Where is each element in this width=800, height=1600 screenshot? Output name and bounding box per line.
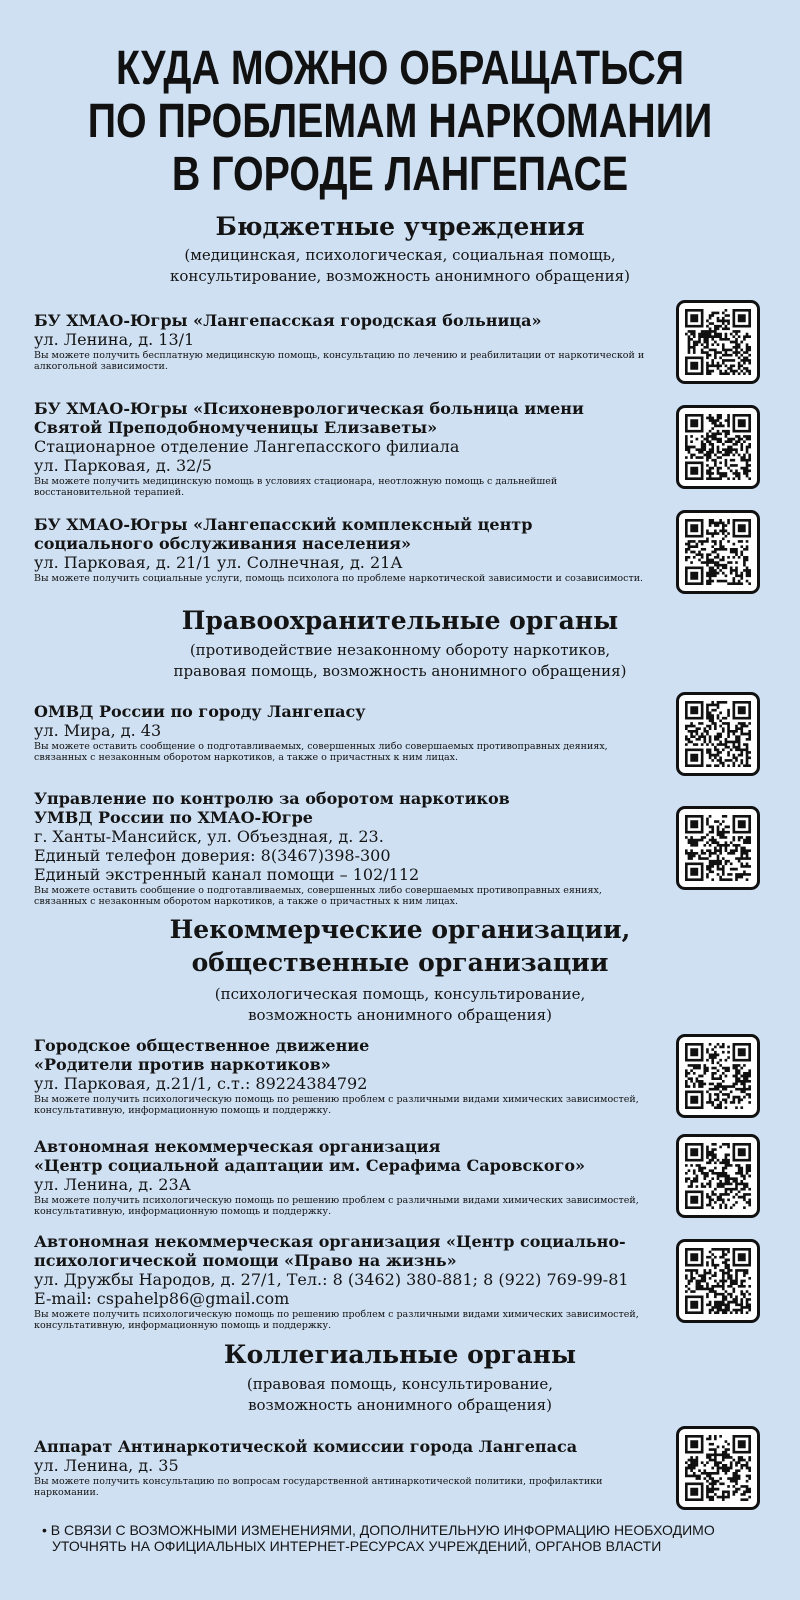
entry-description: Вы можете оставить сообщение о подготавливаемых, совершенных либо совершаемых противоправных еяниях, связанных с незаконным оборотом наркотиков, а также о причастных к ним лицах. <box>34 885 602 907</box>
section-heading-budget: Бюджетные учреждения <box>215 212 585 241</box>
qr-finder <box>733 701 751 719</box>
section-sub-budget-2: консультирование, возможность анонимного обращения) <box>170 267 630 285</box>
entry-name: Городское общественное движение <box>34 1036 370 1055</box>
entry-city-hospital <box>34 311 654 372</box>
entry-description: Вы можете получить бесплатную медицинскую помощь, консультацию по лечению и реабилитации от наркотической и алкогольной зависимости. <box>34 350 645 372</box>
qr-finder <box>733 1043 751 1061</box>
section-heading-ngo-2: общественные организации <box>191 948 609 977</box>
entry-description: Вы можете получить социальные услуги, помощь психолога по проблеме наркотической зависимости и созависимости. <box>34 573 644 584</box>
qr-pattern <box>685 701 751 767</box>
footer-note-line-2: УТОЧНЯТЬ НА ОФИЦИАЛЬНЫХ ИНТЕРНЕТ-РЕСУРСАХ УЧРЕЖДЕНИЙ, ОРГАНОВ ВЛАСТИ <box>52 1538 662 1554</box>
qr-code-icon[interactable] <box>676 405 760 489</box>
qr-finder <box>733 1143 751 1161</box>
qr-finder <box>685 462 703 480</box>
qr-pattern <box>685 815 751 881</box>
qr-finder <box>685 567 703 585</box>
entry-description: Вы можете получить консультацию по вопросам государственной антинаркотической политики, профилактики наркомании. <box>34 1476 603 1498</box>
entry-address: Стационарное отделение Лангепасского филиала <box>34 437 460 456</box>
qr-finder <box>685 1143 703 1161</box>
section-heading-collegial: Коллегиальные органы <box>223 1340 577 1369</box>
qr-code-icon[interactable] <box>676 1034 760 1118</box>
qr-finder <box>685 1248 703 1266</box>
entry-name-2: «Родители против наркотиков» <box>34 1055 331 1074</box>
qr-finder <box>685 701 703 719</box>
qr-finder <box>685 815 703 833</box>
qr-finder <box>733 1248 751 1266</box>
entry-name-2: УМВД России по ХМАО-Югре <box>34 808 313 827</box>
entry-description: Вы можете получить психологическую помощь по решению проблем с различными видами химических зависимостей, консультативную, информационную помощь и поддержку. <box>34 1195 639 1217</box>
qr-finder <box>733 1435 751 1453</box>
qr-finder <box>685 519 703 537</box>
qr-finder <box>685 357 703 375</box>
entry-address: ул. Дружбы Народов, д. 27/1, Тел.: 8 (3462) 380-881; 8 (922) 769-99-81 <box>34 1270 629 1289</box>
entry-address: ул. Мира, д. 43 <box>34 721 162 740</box>
qr-pattern <box>685 414 751 480</box>
entry-address: ул. Ленина, д. 13/1 <box>34 330 195 349</box>
qr-finder <box>685 1043 703 1061</box>
qr-pattern <box>685 519 751 585</box>
qr-code-icon[interactable] <box>676 1239 760 1323</box>
qr-finder <box>733 309 751 327</box>
section-sub-law-2: правовая помощь, возможность анонимного обращения) <box>173 662 627 680</box>
entry-omvd <box>34 702 654 763</box>
entry-address: ул. Ленина, д. 35 <box>34 1456 179 1475</box>
section-sub-ngo-2: возможность анонимного обращения) <box>248 1006 552 1024</box>
title-line-2: ПО ПРОБЛЕМАМ НАРКОМАНИИ <box>87 95 713 148</box>
entry-address: ул. Парковая, д. 21/1 ул. Солнечная, д. 21А <box>34 553 403 572</box>
section-sub-law-1: (противодействие незаконному обороту наркотиков, <box>189 641 611 659</box>
entry-description: Вы можете получить психологическую помощь по решению проблем с различными видами химических зависимостей, консультативную, информационную помощь и поддержку. <box>34 1094 639 1116</box>
qr-pattern <box>685 1043 751 1109</box>
entry-email: E-mail: cspahelp86@gmail.com <box>34 1289 290 1308</box>
entry-address: ул. Ленина, д. 23А <box>34 1175 191 1194</box>
qr-finder <box>733 519 751 537</box>
qr-finder <box>685 309 703 327</box>
entry-seraphim-center <box>34 1137 654 1217</box>
entry-name-2: психологической помощи «Право на жизнь» <box>34 1251 457 1270</box>
section-sub-collegial-1: (правовая помощь, консультирование, <box>246 1375 554 1393</box>
entry-name: Автономная некоммерческая организация <box>34 1137 441 1156</box>
title-line-1: КУДА МОЖНО ОБРАЩАТЬСЯ <box>115 42 685 95</box>
qr-finder <box>733 414 751 432</box>
qr-code-icon[interactable] <box>676 510 760 594</box>
qr-pattern <box>685 1248 751 1314</box>
qr-finder <box>685 1296 703 1314</box>
section-sub-ngo-1: (психологическая помощь, консультирование, <box>214 985 586 1003</box>
qr-pattern <box>685 1143 751 1209</box>
entry-name-2: Святой Преподобномученицы Елизаветы» <box>34 418 438 437</box>
section-sub-budget-1: (медицинская, психологическая, социальная помощь, <box>184 246 616 264</box>
entry-social-center <box>34 515 654 584</box>
section-sub-collegial-2: возможность анонимного обращения) <box>248 1396 552 1414</box>
qr-finder <box>685 1435 703 1453</box>
qr-finder <box>685 749 703 767</box>
entry-name: Автономная некоммерческая организация «Центр социально- <box>34 1232 626 1251</box>
footer-note <box>42 1522 782 1554</box>
entry-umvd <box>34 789 654 907</box>
entry-name: БУ ХМАО-Югры «Лангепасская городская больница» <box>34 311 542 330</box>
entry-description: Вы можете получить медицинскую помощь в условиях стационара, неотложную помощь с дальнейшей восстановительной терапией. <box>34 476 558 498</box>
entry-right-to-life <box>34 1232 654 1331</box>
qr-code-icon[interactable] <box>676 806 760 890</box>
poster-title <box>72 42 728 201</box>
qr-finder <box>685 1483 703 1501</box>
qr-code-icon[interactable] <box>676 1426 760 1510</box>
entry-description: Вы можете оставить сообщение о подготавливаемых, совершенных либо совершаемых противоправных деяниях, связанных с незаконным оборотом наркотиков, а также о причастных к ним лицах. <box>34 741 608 763</box>
entry-psycho-hospital <box>34 399 654 498</box>
entry-name-2: социального обслуживания населения» <box>34 534 411 553</box>
title-line-3: В ГОРОДЕ ЛАНГЕПАСЕ <box>171 148 629 201</box>
entry-address-2: ул. Парковая, д. 32/5 <box>34 456 212 475</box>
entry-name: Управление по контролю за оборотом наркотиков <box>34 789 510 808</box>
footer-note-line-1: • В СВЯЗИ С ВОЗМОЖНЫМИ ИЗМЕНЕНИЯМИ, ДОПОЛНИТЕЛЬНУЮ ИНФОРМАЦИЮ НЕОБХОДИМО <box>42 1522 715 1538</box>
entry-name: ОМВД России по городу Лангепасу <box>34 702 366 721</box>
qr-pattern <box>685 309 751 375</box>
entry-name-2: «Центр социальной адаптации им. Серафима Саровского» <box>34 1156 585 1175</box>
entry-name: БУ ХМАО-Югры «Психоневрологическая больница имени <box>34 399 584 418</box>
section-heading-ngo: Некоммерческие организации, <box>169 915 631 944</box>
entry-address: ул. Парковая, д.21/1, с.т.: 89224384792 <box>34 1074 368 1093</box>
entry-antidrug-commission <box>34 1437 654 1498</box>
qr-finder <box>733 815 751 833</box>
section-heading-law: Правоохранительные органы <box>181 606 619 635</box>
qr-finder <box>685 863 703 881</box>
entry-name: БУ ХМАО-Югры «Лангепасский комплексный центр <box>34 515 533 534</box>
qr-code-icon[interactable] <box>676 692 760 776</box>
entry-description: Вы можете получить психологическую помощь по решению проблем с различными видами химических зависимостей, консультативную, информационную помощь и поддержку. <box>34 1309 639 1331</box>
entry-parents-movement <box>34 1036 654 1116</box>
qr-pattern <box>685 1435 751 1501</box>
entry-emergency: Единый экстренный канал помощи – 102/112 <box>34 865 420 884</box>
entry-address: г. Ханты-Мансийск, ул. Объездная, д. 23. <box>34 827 384 846</box>
entry-phone: Единый телефон доверия: 8(3467)398-300 <box>34 846 391 865</box>
qr-code-icon[interactable] <box>676 1134 760 1218</box>
entry-name: Аппарат Антинаркотической комиссии города Лангепаса <box>34 1437 578 1456</box>
qr-finder <box>685 414 703 432</box>
qr-code-icon[interactable] <box>676 300 760 384</box>
qr-finder <box>685 1191 703 1209</box>
qr-finder <box>685 1091 703 1109</box>
